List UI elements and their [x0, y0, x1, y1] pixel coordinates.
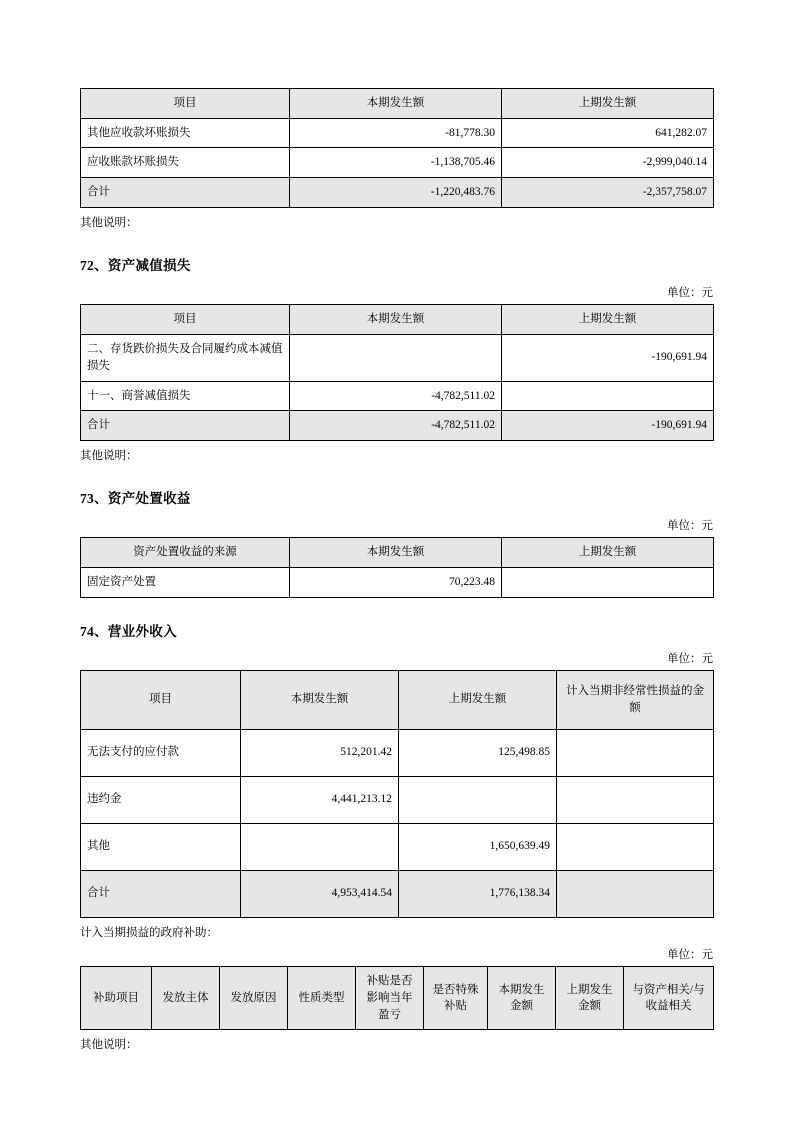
table-row-total — [81, 870, 714, 917]
cell-item: 二、存货跌价损失及合同履约成本减值损失 — [81, 334, 290, 381]
col-header-special-subsidy: 是否特殊补贴 — [424, 967, 488, 1030]
col-header-asset-or-income-related: 与资产相关/与收益相关 — [624, 967, 714, 1030]
col-header-prior: 上期发生额 — [502, 305, 714, 335]
cell-nonrecurring — [557, 729, 714, 776]
col-header-source: 资产处置收益的来源 — [81, 538, 290, 568]
cell-current — [290, 334, 502, 381]
cell-prior: -2,357,758.07 — [502, 178, 714, 208]
cell-prior: 125,498.85 — [399, 729, 557, 776]
gov-subsidy-table — [80, 966, 714, 1030]
cell-prior: -190,691.94 — [502, 334, 714, 381]
section-heading-74 — [80, 620, 713, 640]
col-header-current: 本期发生额 — [290, 305, 502, 335]
table-row — [81, 776, 714, 823]
unit-label-72: 单位：元 — [667, 287, 713, 300]
col-header-affects-profit: 补贴是否影响当年盈亏 — [356, 967, 424, 1030]
section-title-73: 资产处置收益 — [107, 491, 191, 507]
cell-item: 应收账款坏账损失 — [81, 148, 290, 178]
col-header-prior: 上期发生额 — [502, 89, 714, 119]
col-header-nature-type: 性质类型 — [288, 967, 356, 1030]
asset-disposal-table — [80, 537, 714, 597]
unit-label-74: 单位：元 — [667, 652, 713, 665]
cell-item: 十一、商誉减值损失 — [81, 381, 290, 411]
section-number-72: 72、 — [80, 258, 108, 274]
col-header-item: 项目 — [81, 305, 290, 335]
cell-current: -1,220,483.76 — [290, 178, 502, 208]
non-operating-income-table — [80, 670, 714, 918]
table-header-row — [81, 305, 714, 335]
section-heading-72 — [80, 254, 713, 274]
col-header-item: 项目 — [81, 89, 290, 119]
cell-current: 4,953,414.54 — [241, 870, 399, 917]
cell-item: 合计 — [81, 870, 241, 917]
cell-item: 其他应收款坏账损失 — [81, 118, 290, 148]
col-header-subsidy-item: 补助项目 — [81, 967, 152, 1030]
col-header-issuer: 发放主体 — [152, 967, 220, 1030]
credit-impairment-table — [80, 88, 714, 208]
other-note-72: 其他说明： — [80, 450, 138, 463]
cell-prior: 1,776,138.34 — [399, 870, 557, 917]
cell-current: -4,782,511.02 — [290, 411, 502, 441]
cell-current: 4,441,213.12 — [241, 776, 399, 823]
col-header-reason: 发放原因 — [220, 967, 288, 1030]
table-row — [81, 729, 714, 776]
cell-current — [241, 823, 399, 870]
table-row — [81, 118, 714, 148]
cell-prior: 1,650,639.49 — [399, 823, 557, 870]
table-header-row — [81, 670, 714, 729]
table-row — [81, 568, 714, 598]
col-header-current: 本期发生额 — [290, 538, 502, 568]
asset-impairment-table — [80, 304, 714, 441]
table-header-row — [81, 967, 714, 1030]
unit-label-subsidy: 单位：元 — [667, 949, 713, 962]
table-row — [81, 148, 714, 178]
table-header-row — [81, 538, 714, 568]
section-title-72: 资产减值损失 — [107, 258, 191, 274]
table-row — [81, 334, 714, 381]
cell-nonrecurring — [557, 823, 714, 870]
cell-nonrecurring — [557, 776, 714, 823]
cell-item: 合计 — [81, 178, 290, 208]
table-row-total — [81, 411, 714, 441]
cell-nonrecurring — [557, 870, 714, 917]
cell-item: 无法支付的应付款 — [81, 729, 241, 776]
col-header-nonrecurring: 计入当期非经常性损益的金额 — [557, 670, 714, 729]
cell-item: 其他 — [81, 823, 241, 870]
col-header-item: 项目 — [81, 670, 241, 729]
cell-item: 违约金 — [81, 776, 241, 823]
section-number-74: 74、 — [80, 623, 108, 639]
cell-current: 70,223.48 — [290, 568, 502, 598]
col-header-current: 本期发生额 — [290, 89, 502, 119]
col-header-prior: 上期发生额 — [502, 538, 714, 568]
cell-item: 合计 — [81, 411, 290, 441]
section-title-74: 营业外收入 — [107, 623, 177, 639]
col-header-current-amount: 本期发生金额 — [488, 967, 556, 1030]
unit-label-73: 单位：元 — [667, 520, 713, 533]
col-header-prior: 上期发生额 — [399, 670, 557, 729]
section-heading-73 — [80, 487, 713, 507]
table-row — [81, 823, 714, 870]
cell-prior: -190,691.94 — [502, 411, 714, 441]
other-note-credit-impairment: 其他说明： — [80, 216, 138, 229]
cell-prior: 641,282.07 — [502, 118, 714, 148]
cell-current: -4,782,511.02 — [290, 381, 502, 411]
col-header-current: 本期发生额 — [241, 670, 399, 729]
cell-item: 固定资产处置 — [81, 568, 290, 598]
cell-prior: -2,999,040.14 — [502, 148, 714, 178]
col-header-prior-amount: 上期发生金额 — [556, 967, 624, 1030]
cell-prior — [399, 776, 557, 823]
cell-current: -81,778.30 — [290, 118, 502, 148]
cell-current: 512,201.42 — [241, 729, 399, 776]
gov-subsidy-label: 计入当期损益的政府补助： — [80, 926, 218, 939]
other-note-74: 其他说明： — [80, 1039, 138, 1052]
section-number-73: 73、 — [80, 491, 108, 507]
cell-prior — [502, 568, 714, 598]
table-header-row — [81, 89, 714, 119]
table-row — [81, 381, 714, 411]
table-row-total — [81, 178, 714, 208]
cell-prior — [502, 381, 714, 411]
cell-current: -1,138,705.46 — [290, 148, 502, 178]
